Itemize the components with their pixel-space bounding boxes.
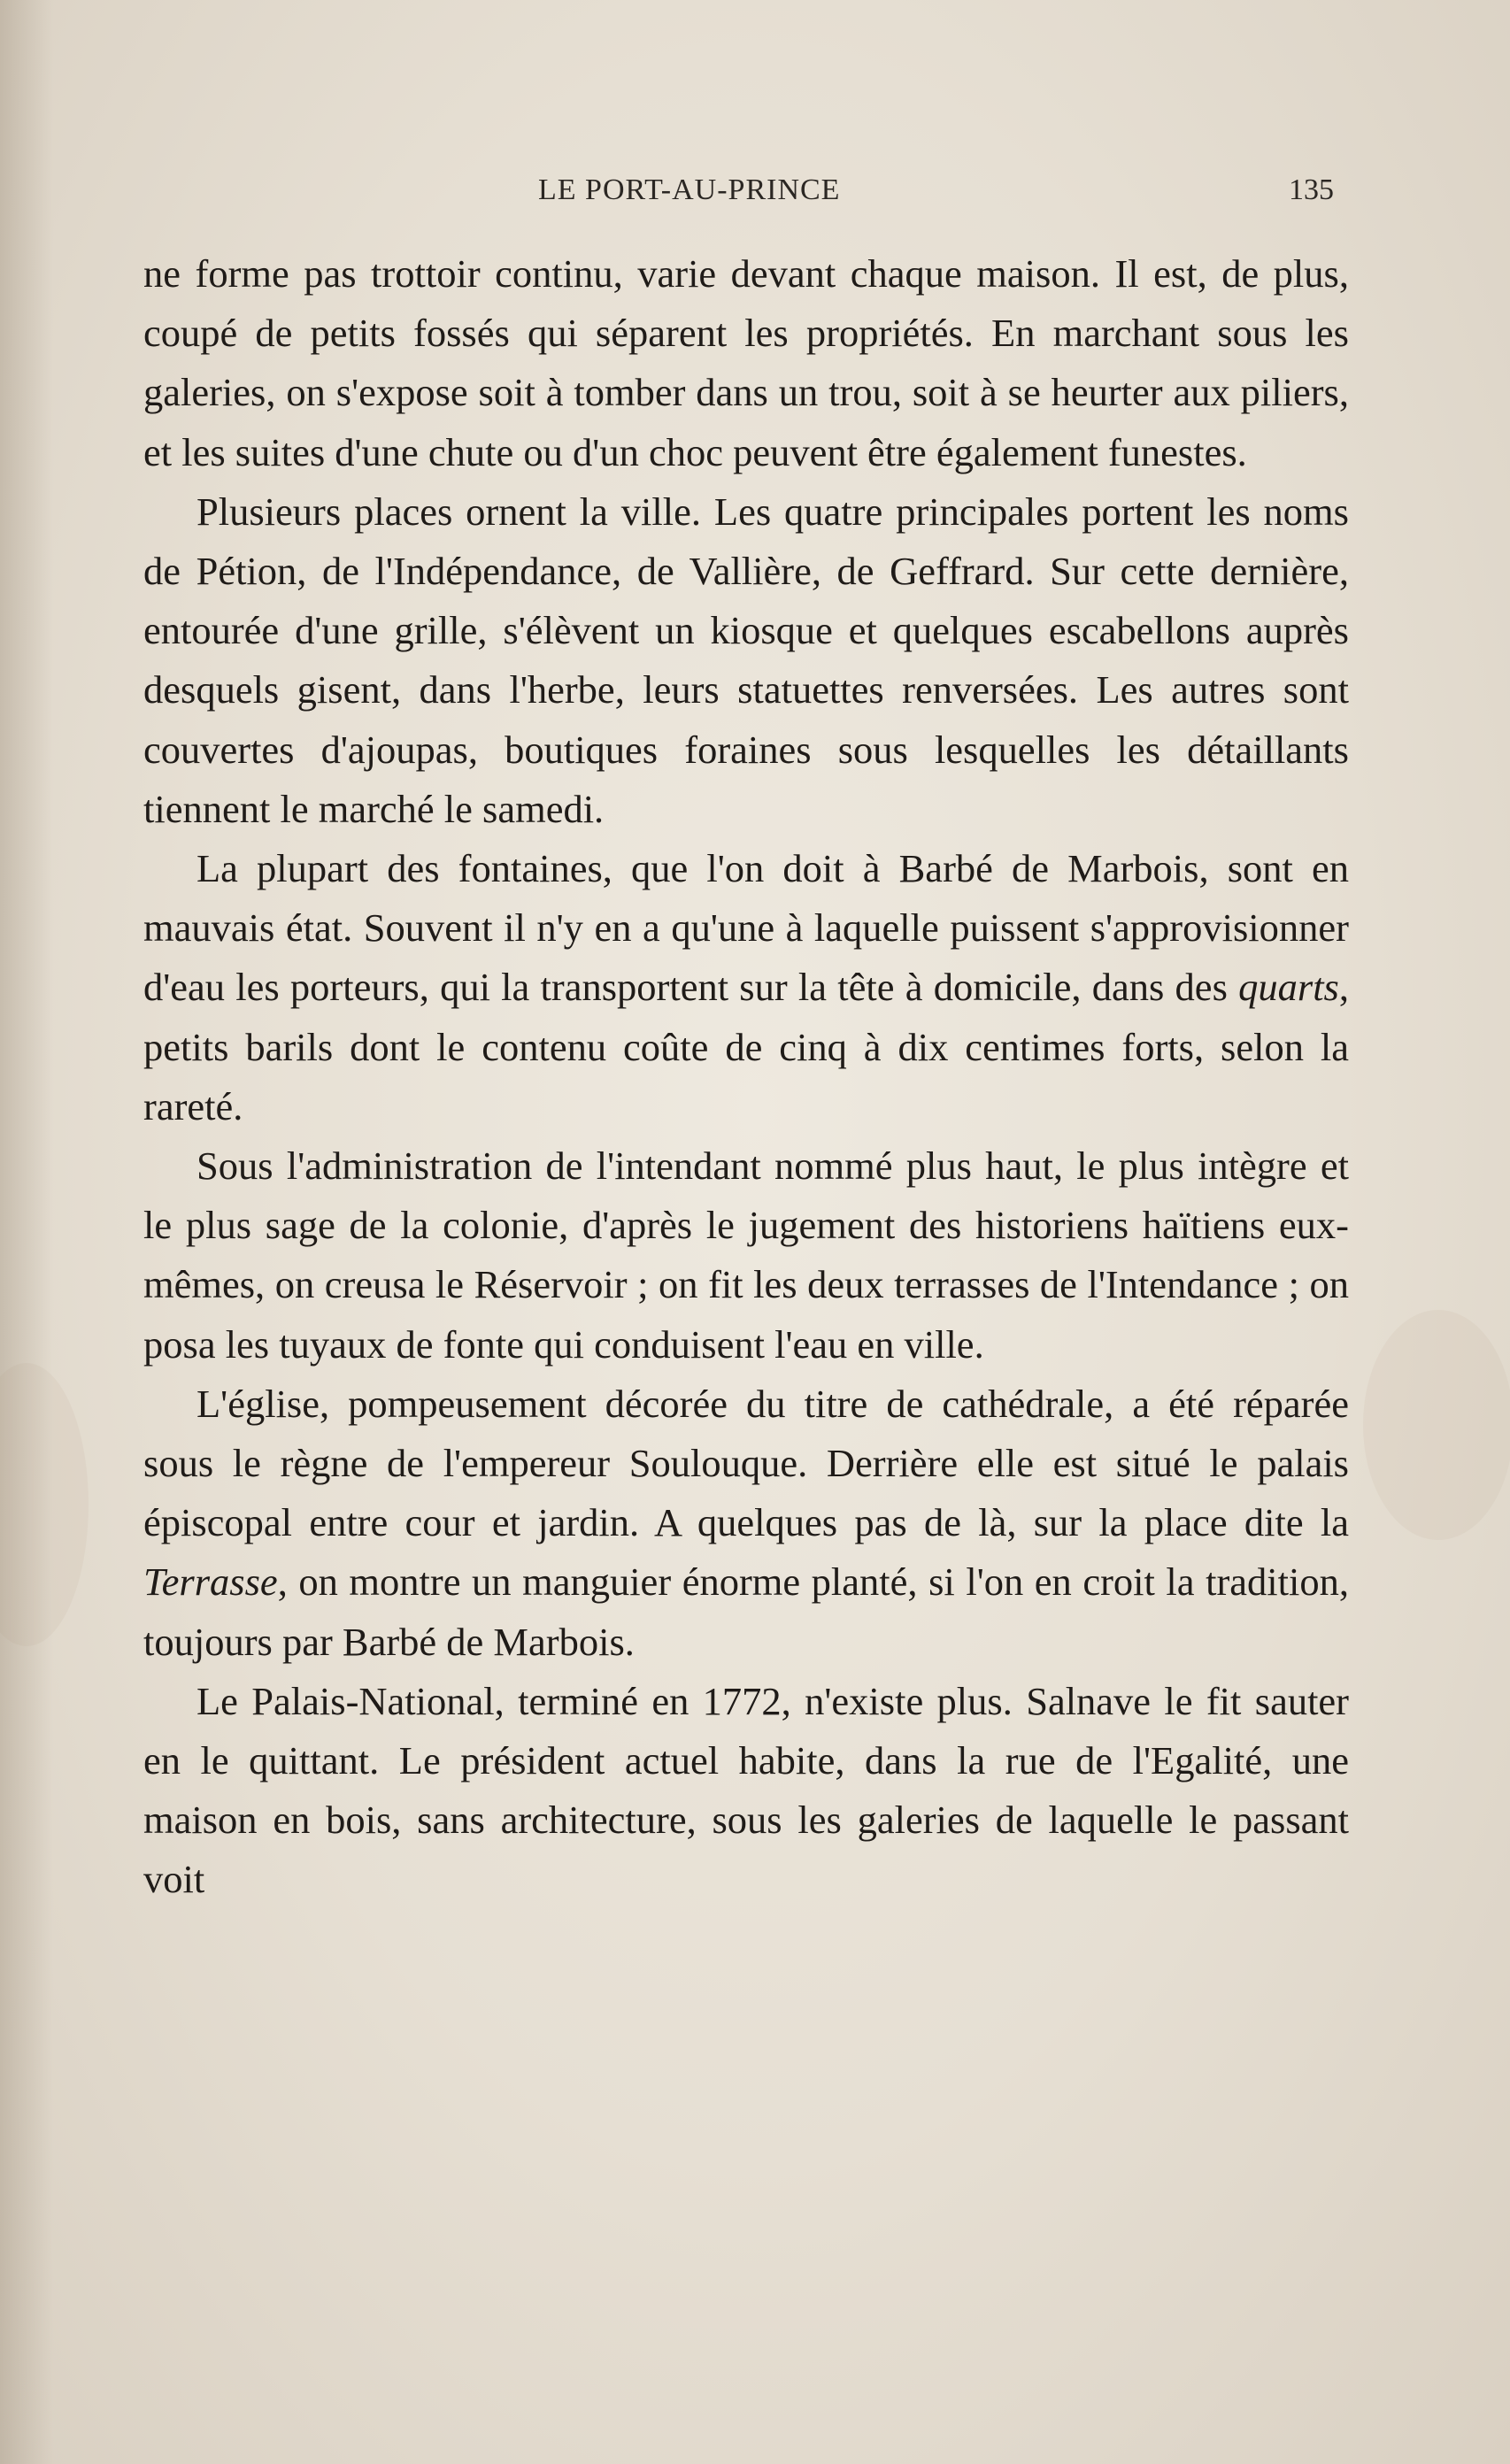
- paragraph: [143, 839, 1349, 1136]
- paper-stain: [1363, 1310, 1510, 1540]
- paragraph: Le Palais-National, terminé en 1772, n'existe plus. Salnave le fit sauter en le quittant. Le président actuel habite, dans la rue de l'Egalité, une maison en bois, sans architecture, sous les galeries de laquelle le passant voit: [143, 1678, 1349, 1902]
- italic-term: Terrasse: [143, 1559, 278, 1605]
- paragraph: Plusieurs places ornent la ville. Les quatre principales portent les noms de Pétion, de l'Indépendance, de Vallière, de Geffrard. Sur cette dernière, entourée d'une grille, s'élèvent un kiosque et quelques escabellons auprès desquels gisent, dans l'herbe, leurs statuettes renversées. Les autres sont couvertes d'ajoupas, boutiques foraines sous lesquelles les détaillants tiennent le marché le samedi.: [143, 489, 1349, 831]
- body-text: [143, 244, 1349, 1910]
- paragraph-text: L'église, pompeusement décorée du titre de cathédrale, a été réparée sous le règne de l'empereur Soulouque. Derrière elle est situé le palais épiscopal entre cour et jardin. A quelques pas de là, sur la place dite la: [143, 1381, 1349, 1545]
- paragraph: [143, 1374, 1349, 1672]
- italic-term: quarts: [1238, 965, 1339, 1010]
- paper-stain: [0, 1363, 89, 1646]
- paragraph-text: La plupart des fontaines, que l'on doit à Barbé de Marbois, sont en mauvais état. Souvent il n'y en a qu'une à laquelle puissent s'approvisionner d'eau les porteurs, qui la transportent sur la tête à domicile, dans des: [143, 846, 1349, 1010]
- paragraph: Sous l'administration de l'intendant nommé plus haut, le plus intègre et le plus sage de la colonie, d'après le jugement des historiens haïtiens eux-mêmes, on creusa le Réservoir ; on fit les deux terrasses de l'Intendance ; on posa les tuyaux de fonte qui conduisent l'eau en ville.: [143, 1143, 1349, 1367]
- page-number: 135: [1289, 173, 1334, 206]
- page-edge-shadow: [0, 0, 53, 2464]
- page-header: [0, 173, 1510, 209]
- paragraph: ne forme pas trottoir continu, varie devant chaque maison. Il est, de plus, coupé de petits fossés qui séparent les propriétés. En marchant sous les galeries, on s'expose soit à tomber dans un trou, soit à se heurter aux piliers, et les suites d'une chute ou d'un choc peuvent être également funestes.: [143, 251, 1349, 474]
- running-title: LE PORT-AU-PRINCE: [538, 173, 841, 206]
- paragraph-text: , on montre un manguier énorme planté, si l'on en croit la tradition, toujours par Barbé de Marbois.: [143, 1559, 1349, 1664]
- paragraph-text: , petits barils dont le contenu coûte de cinq à dix centimes forts, selon la rareté.: [143, 965, 1349, 1128]
